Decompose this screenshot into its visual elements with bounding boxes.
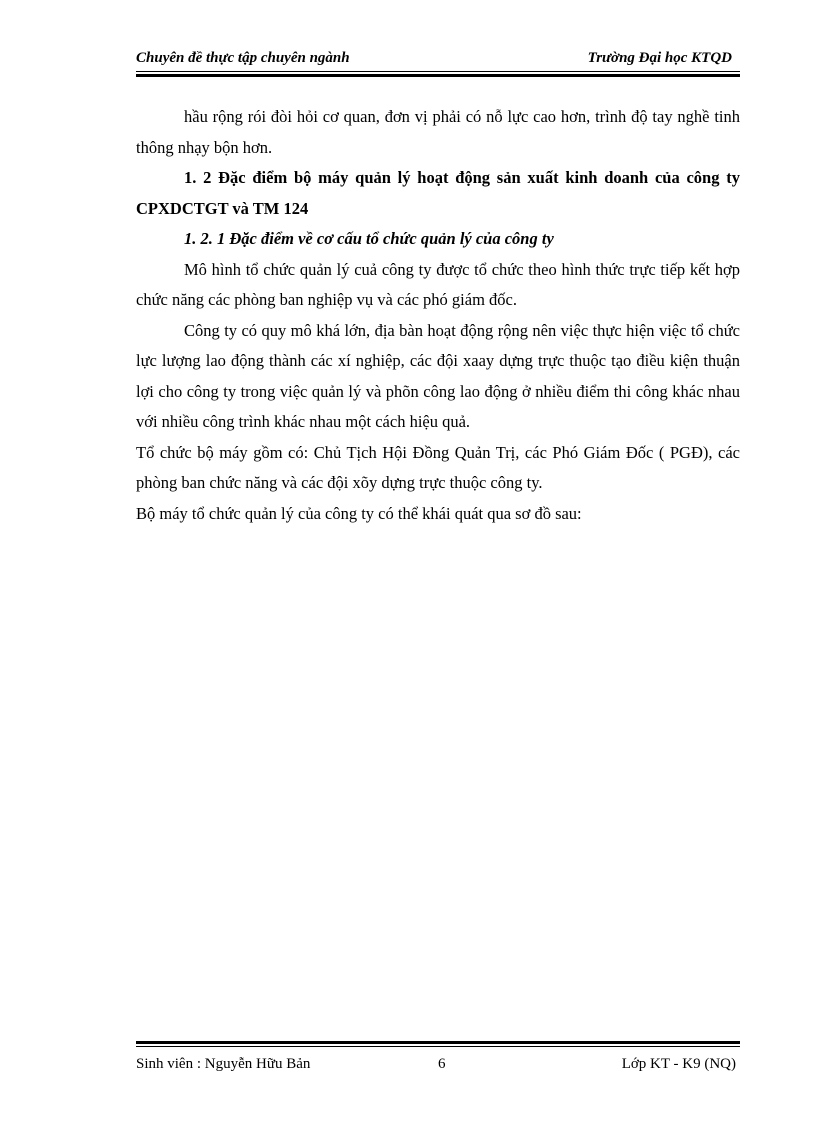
header-left-title: Chuyên đề thực tập chuyên ngành: [136, 50, 350, 66]
footer-rule-thin: [136, 1046, 740, 1047]
page-body: [136, 102, 740, 529]
paragraph-1: hầu rộng rói đòi hỏi cơ quan, đơn vị phải có nỗ lực cao hơn, trình độ tay nghề tinh thông nhạy bộn hơn.: [136, 107, 740, 157]
footer-student-name: Sinh viên : Nguyễn Hữu Bản: [136, 1056, 311, 1072]
header-right-title: Trường Đại học KTQD: [587, 50, 732, 66]
paragraph-3: Công ty có quy mô khá lớn, địa bàn hoạt động rộng nên việc thực hiện việc tổ chức lực lượng lao động thành các xí nghiệp, các đội xaay dựng trực thuộc tạo điều kiện thuận lợi cho công ty trong việc quản lý và phõn công lao động ở nhiều điểm thi công khác nhau với nhiều công trình khác nhau một cách hiệu quả.: [136, 320, 740, 431]
paragraph-2: Mô hình tổ chức quản lý cuả công ty được tổ chức theo hình thức trực tiếp kết hợp chức năng các phòng ban nghiệp vụ và các phó giám đốc.: [136, 259, 740, 309]
footer-rule-thick: [136, 1041, 740, 1044]
footer-class-label: Lớp KT - K9 (NQ): [621, 1056, 736, 1072]
subsection-heading: 1. 2. 1 Đặc điểm về cơ cấu tổ chức quản lý của công ty: [184, 229, 554, 248]
header-rule-thick: [136, 74, 740, 77]
header-rule-thin: [136, 71, 740, 72]
paragraph-5: Bộ máy tổ chức quản lý của công ty có thể khái quát qua sơ đồ sau:: [136, 503, 582, 523]
page-footer: [136, 1054, 740, 1078]
paragraph-4: Tổ chức bộ máy gồm có: Chủ Tịch Hội Đồng Quản Trị, các Phó Giám Đốc ( PGĐ), các phòng ban chức năng và các đội xõy dựng trực thuộc công ty.: [136, 442, 740, 492]
footer-page-number: 6: [438, 1056, 446, 1072]
section-heading: 1. 2 Đặc điểm bộ máy quản lý hoạt động sản xuất kinh doanh của công ty CPXDCTGT và TM 124: [136, 168, 740, 218]
page-header: [136, 46, 740, 70]
